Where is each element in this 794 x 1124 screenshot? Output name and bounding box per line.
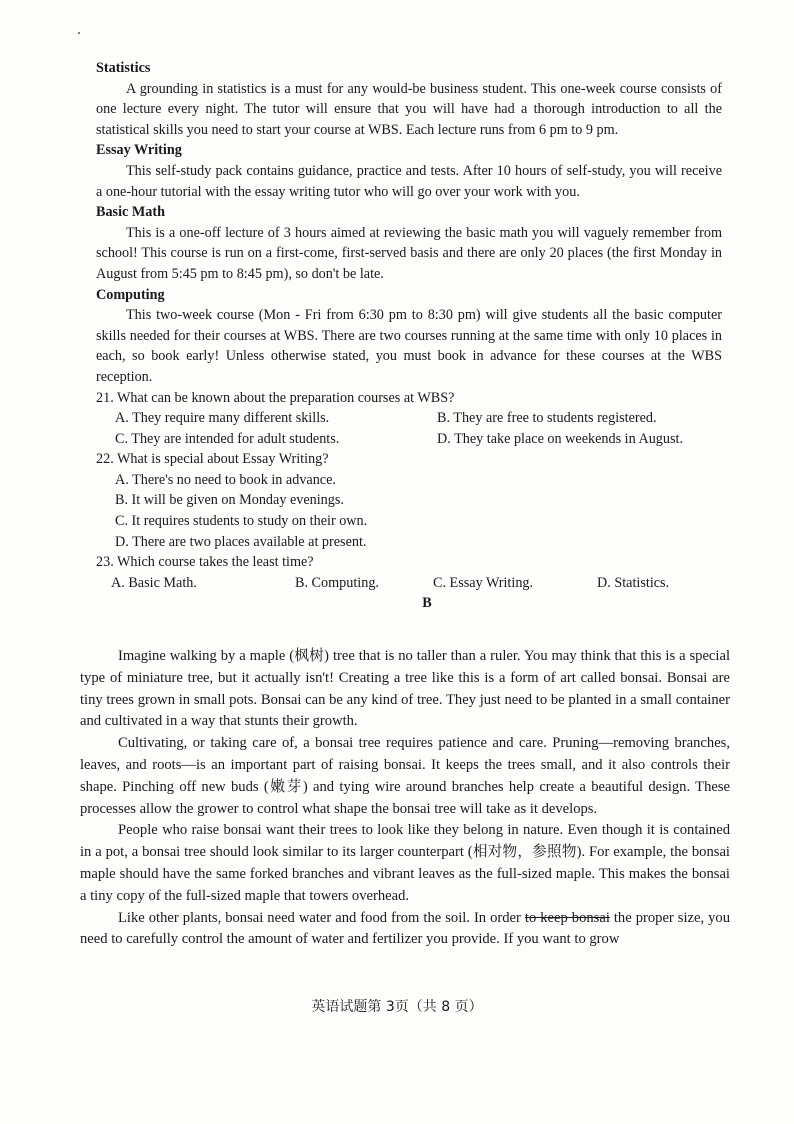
- passage-paragraph-1: Imagine walking by a maple (枫树) tree that is no taller than a ruler. You may think that this is a special type of miniature tree, but it actually isn't! Creating a tree like this is a form of art called bonsai. Bonsai are tiny trees grown in small pots. Bonsai can be any kind of tree. They just need to be planted in a small container and cultivated in a way that stunts their growth.: [80, 648, 730, 730]
- question-23-option-c: C. Essay Writing.: [433, 574, 534, 591]
- question-22-option-a: A. There's no need to book in advance.: [115, 471, 336, 488]
- course-title-essay-writing: Essay Writing: [96, 142, 182, 159]
- passage-b: [80, 646, 730, 951]
- course-body-computing: This two-week course (Mon - Fri from 6:30 pm to 8:30 pm) will give students all the basic computer skills needed for their courses at WBS. There are two courses running at the same time with only 10 places in each, so book early! Unless otherwise stated, you must book in advance for these courses at the WBS reception.: [96, 307, 722, 385]
- question-23-options: [96, 573, 722, 594]
- passage-paragraph-2: Cultivating, or taking care of, a bonsai tree requires patience and care. Pruning—removing branches, leaves, and roots—is an important part of raising bonsai. It keeps the trees small, and it also controls their shape. Pinching off new buds (嫩芽) and tying wire around branches help create a beautiful design. These processes allow the grower to control what shape the bonsai tree will take as it develops.: [80, 735, 730, 817]
- question-21-option-b: B. They are free to students registered.: [437, 410, 657, 427]
- course-title-statistics: Statistics: [96, 60, 151, 76]
- question-21-option-d: D. They take place on weekends in August.: [437, 430, 683, 447]
- question-23-option-a: A. Basic Math.: [111, 574, 197, 591]
- question-23-option-d: D. Statistics.: [597, 574, 670, 591]
- question-21-option-c: C. They are intended for adult students.: [115, 430, 340, 447]
- course-title-basic-math: Basic Math: [96, 204, 165, 221]
- passage-paragraph-3: People who raise bonsai want their trees to look like they belong in nature. Even though it is contained in a pot, a bonsai tree should look similar to its larger counterpart (相对物，参照物). For example, the bonsai maple should have the same forked branches and vibrant leaves as the full-sized maple. This makes the bonsai a tiny copy of the full-sized maple that towers overhead.: [80, 822, 730, 904]
- struck-text: to keep bonsai: [524, 909, 610, 926]
- question-21-options: [96, 408, 722, 449]
- question-22-option-d: D. There are two places available at present.: [115, 533, 367, 550]
- question-22-stem: 22. What is special about Essay Writing?: [96, 451, 329, 468]
- passage-paragraph-4: [80, 908, 730, 952]
- course-body-statistics: A grounding in statistics is a must for any would-be business student. This one-week course consists of one lecture every night. The tutor will ensure that you will have had a thorough introduction to all the statistical skills you need to start your course at WBS. Each lecture runs from 6 pm to 9 pm.: [96, 80, 722, 138]
- section-b-heading: B: [422, 595, 432, 612]
- paragraph-4-end: the proper size, you need to carefully control the amount of water and fertilizer you provide. If you want to grow: [80, 909, 730, 948]
- question-23-stem: 23. Which course takes the least time?: [96, 554, 314, 571]
- course-list: [96, 58, 722, 613]
- page-footer: 英语试题第 3页（共 8 页）: [311, 999, 483, 1015]
- question-21-option-a: A. They require many different skills.: [115, 410, 330, 427]
- question-23-option-b: B. Computing.: [295, 574, 379, 591]
- question-22-options: [96, 470, 722, 552]
- question-22-option-b: B. It will be given on Monday evenings.: [115, 492, 344, 509]
- question-22-option-c: C. It requires students to study on their own.: [115, 513, 368, 530]
- paragraph-4-start: Like other plants, bonsai need water and food from the soil. In order: [118, 909, 521, 926]
- course-title-computing: Computing: [96, 286, 165, 303]
- course-body-basic-math: This is a one-off lecture of 3 hours aimed at reviewing the basic math you will vaguely remember from school! This course is run on a first-come, first-served basis and there are only 20 places (the first Monday in August from 5:45 pm to 8:45 pm), so don't be late.: [96, 224, 722, 282]
- scan-speck: [78, 32, 80, 34]
- question-21-stem: 21. What can be known about the preparation courses at WBS?: [96, 389, 455, 406]
- course-body-essay-writing: This self-study pack contains guidance, practice and tests. After 10 hours of self-study, you will receive a one-hour tutorial with the essay writing tutor who will go over your work with you.: [96, 162, 722, 200]
